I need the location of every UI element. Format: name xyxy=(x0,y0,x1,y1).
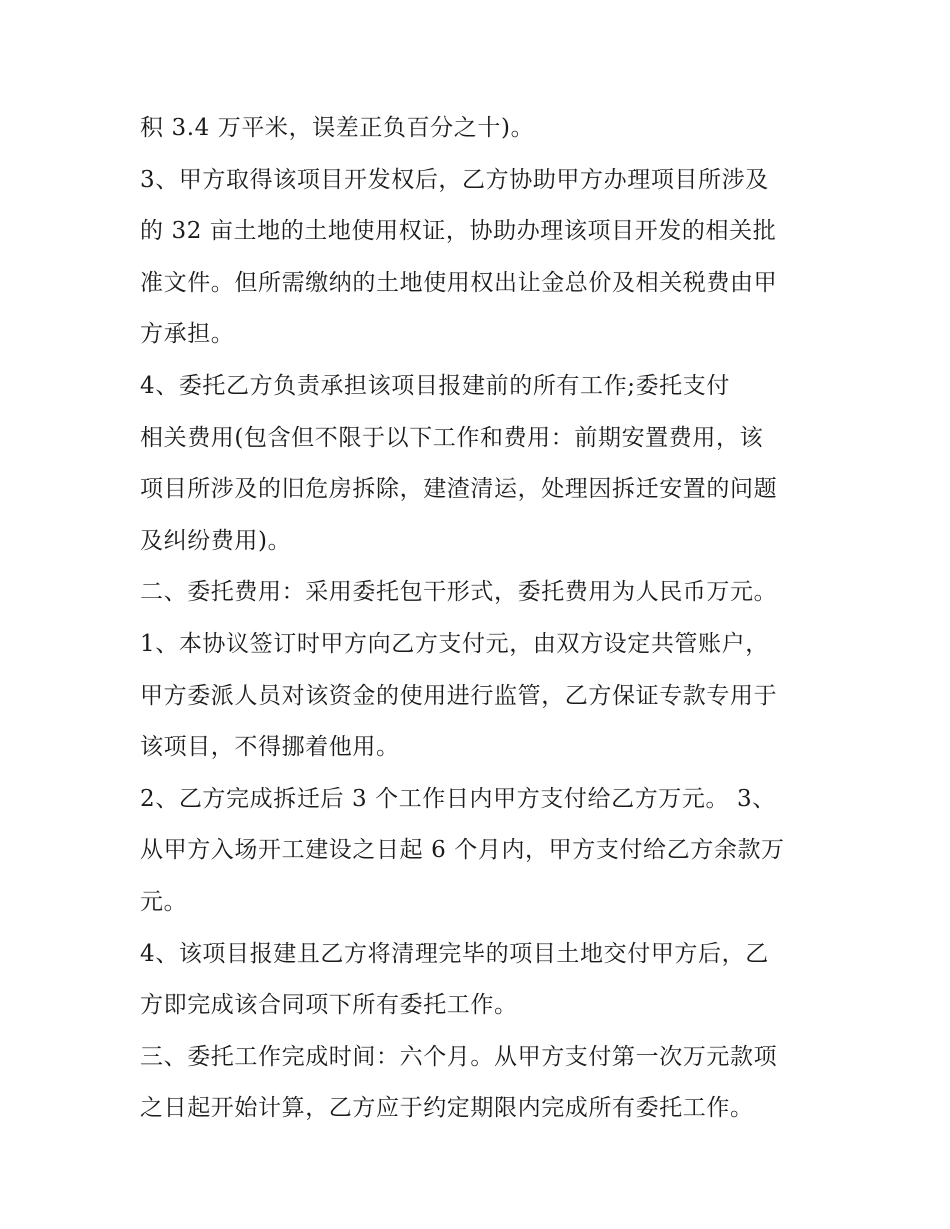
text-line: 4、该项目报建且乙方将清理完毕的项目土地交付甲方后，乙 xyxy=(140,940,769,967)
text-line: 二、委托费用：采用委托包干形式，委托费用为人民币万元。 xyxy=(140,579,778,606)
text-line: 3、甲方取得该项目开发权后，乙方协助甲方办理项目所涉及 xyxy=(140,166,769,193)
text-line: 三、委托工作完成时间：六个月。从甲方支付第一次万元款项 xyxy=(140,1043,778,1070)
text-line: 方承担。 xyxy=(140,321,235,348)
text-line: 积 3.4 万平米，误差正负百分之十)。 xyxy=(140,115,535,141)
text-line: 2、乙方完成拆迁后 3 个工作日内甲方支付给乙方万元。 3、 xyxy=(140,785,776,812)
text-line: 从甲方入场开工建设之日起 6 个月内，甲方支付给乙方余款万 xyxy=(140,837,785,864)
text-line: 相关费用(包含但不限于以下工作和费用：前期安置费用，该 xyxy=(140,424,764,451)
text-line: 项目所涉及的旧危房拆除，建渣清运，处理因拆迁安置的问题 xyxy=(140,476,778,503)
text-line: 甲方委派人员对该资金的使用进行监管，乙方保证专款专用于 xyxy=(140,682,778,709)
text-line: 的 32 亩土地的土地使用权证，协助办理该项目开发的相关批 xyxy=(140,218,777,245)
text-line: 及纠纷费用)。 xyxy=(140,527,292,554)
document-body xyxy=(140,103,840,1135)
text-line: 之日起开始计算，乙方应于约定期限内完成所有委托工作。 xyxy=(140,1095,754,1122)
text-line: 方即完成该合同项下所有委托工作。 xyxy=(140,992,518,1019)
text-line: 4、委托乙方负责承担该项目报建前的所有工作;委托支付 xyxy=(140,372,730,399)
text-line: 该项目，不得挪着他用。 xyxy=(140,734,400,761)
text-line: 元。 xyxy=(140,888,188,915)
text-line: 1、本协议签订时甲方向乙方支付元，由双方设定共管账户， xyxy=(140,630,769,657)
text-line: 准文件。但所需缴纳的土地使用权出让金总价及相关税费由甲 xyxy=(140,269,778,296)
